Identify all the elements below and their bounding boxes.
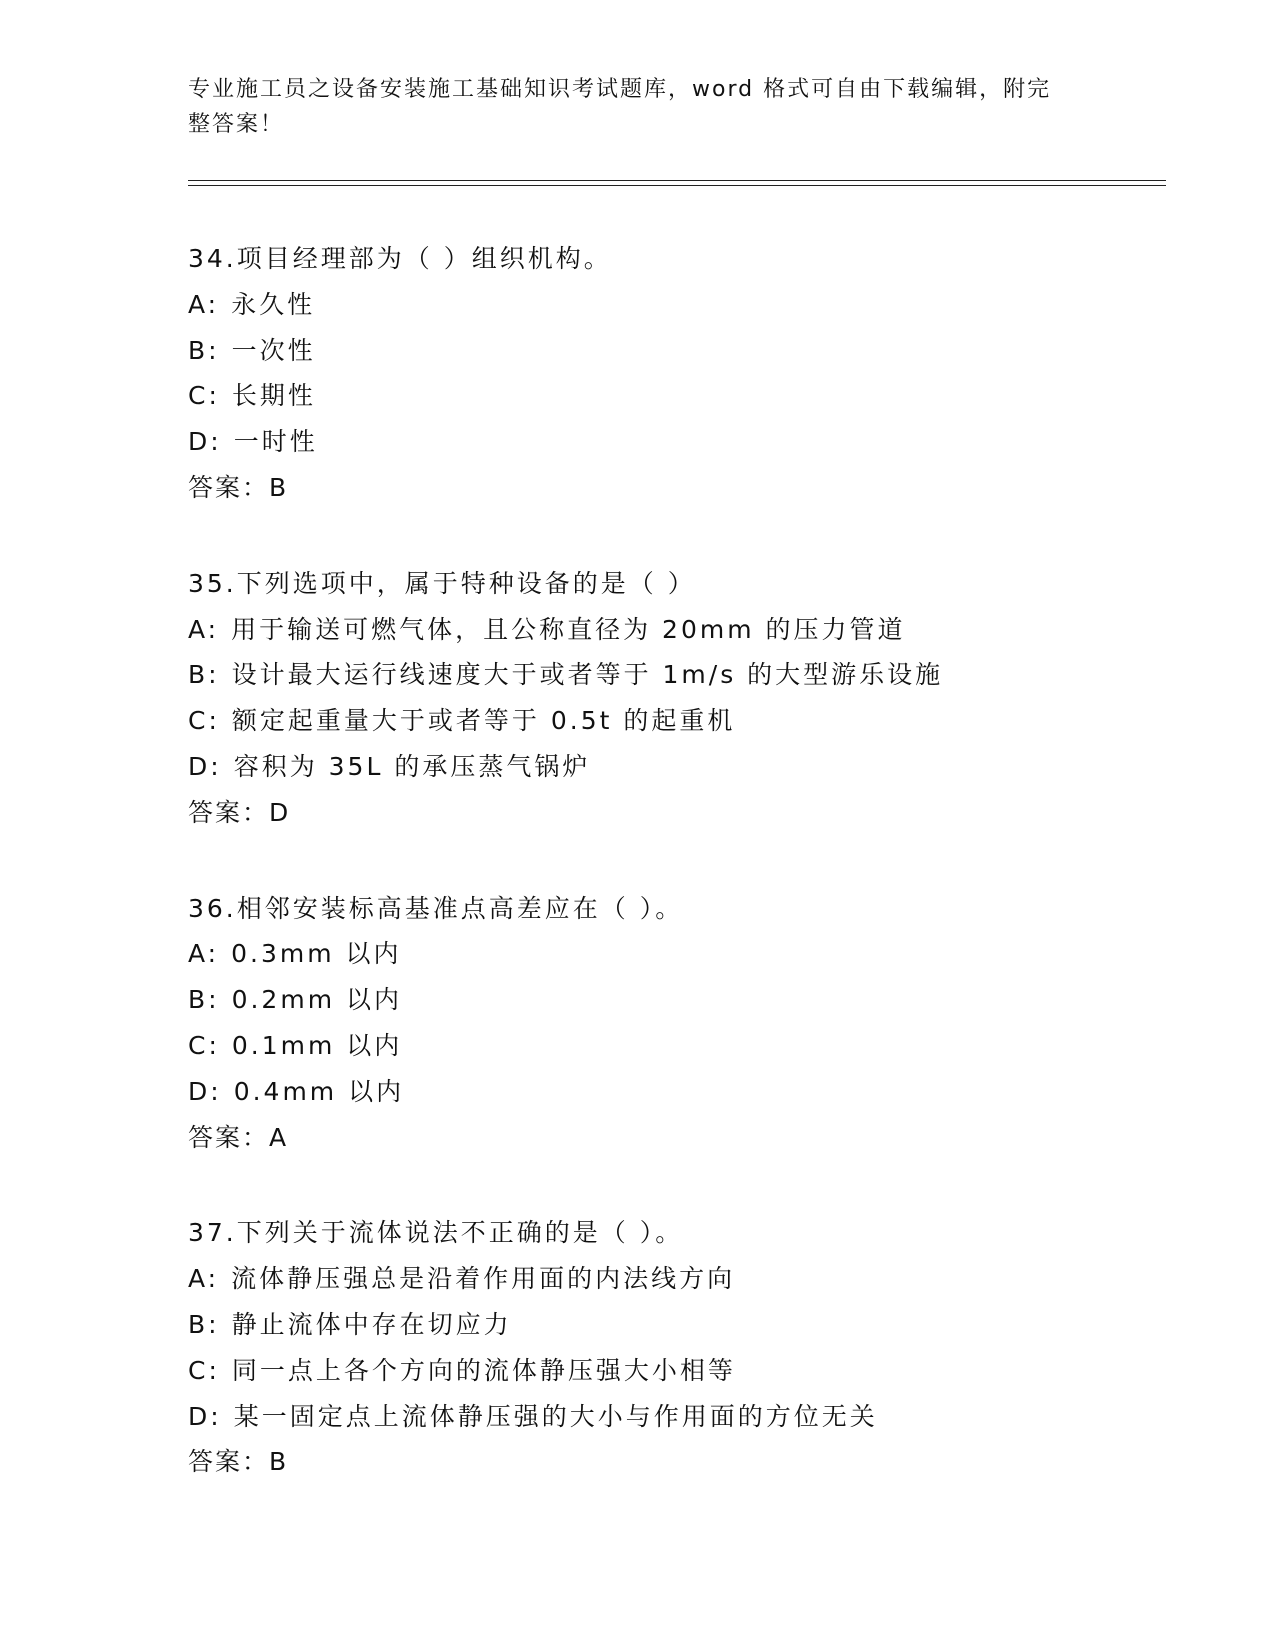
- option-text: 流体静压强总是沿着作用面的内法线方向: [231, 1264, 736, 1294]
- option-d: [188, 744, 1168, 790]
- option-label: B:: [188, 335, 220, 365]
- option-label: C:: [188, 1355, 220, 1385]
- option-b: [188, 652, 1168, 698]
- option-b: [188, 328, 1168, 374]
- option-text: 0.2mm 以内: [231, 985, 402, 1015]
- option-text: 0.4mm 以内: [233, 1076, 405, 1106]
- header-divider-top: [188, 180, 1166, 181]
- option-text: 同一点上各个方向的流体静压强大小相等: [231, 1355, 736, 1385]
- option-label: B:: [188, 1309, 220, 1339]
- question-list: [188, 236, 1168, 1535]
- option-c: [188, 373, 1168, 419]
- answer-line: 答案：B: [188, 472, 289, 502]
- question-36: [188, 886, 1168, 1161]
- question-34: [188, 236, 1168, 511]
- question-37: [188, 1210, 1168, 1485]
- option-label: C:: [188, 381, 220, 411]
- option-label: D:: [188, 1401, 222, 1431]
- option-b: [188, 977, 1168, 1023]
- option-d: [188, 1394, 1168, 1440]
- option-text: 0.3mm 以内: [231, 939, 402, 969]
- option-b: [188, 1302, 1168, 1348]
- option-c: [188, 1348, 1168, 1394]
- option-text: 用于输送可燃气体，且公称直径为 20mm 的压力管道: [231, 614, 906, 644]
- question-stem: 36.相邻安装标高基准点高差应在（ ）。: [188, 893, 684, 923]
- answer-line: 答案：A: [188, 1122, 289, 1152]
- option-text: 永久性: [231, 289, 316, 319]
- option-text: 设计最大运行线速度大于或者等于 1m/s 的大型游乐设施: [231, 660, 944, 690]
- option-text: 某一固定点上流体静压强的大小与作用面的方位无关: [233, 1401, 878, 1431]
- option-text: 容积为 35L 的承压蒸气锅炉: [233, 751, 591, 781]
- option-label: A:: [188, 289, 220, 319]
- answer-line: 答案：D: [188, 797, 291, 827]
- option-label: A:: [188, 939, 220, 969]
- option-label: D:: [188, 1076, 222, 1106]
- document-header: [188, 72, 1068, 142]
- option-c: [188, 698, 1168, 744]
- option-label: A:: [188, 1264, 220, 1294]
- option-text: 额定起重量大于或者等于 0.5t 的起重机: [231, 706, 736, 736]
- option-a: [188, 931, 1168, 977]
- question-35: [188, 561, 1168, 836]
- answer-line: 答案：B: [188, 1447, 289, 1477]
- header-line-1: 专业施工员之设备安装施工基础知识考试题库，word 格式可自由下载编辑，附完: [188, 77, 1052, 102]
- question-stem: 37.下列关于流体说法不正确的是（ ）。: [188, 1218, 684, 1248]
- option-c: [188, 1023, 1168, 1069]
- option-d: [188, 419, 1168, 465]
- option-text: 长期性: [231, 381, 316, 411]
- header-divider-bottom: [188, 185, 1166, 186]
- option-d: [188, 1069, 1168, 1115]
- option-a: [188, 1256, 1168, 1302]
- option-label: C:: [188, 1030, 220, 1060]
- option-label: D:: [188, 751, 222, 781]
- question-stem: 35.下列选项中，属于特种设备的是（ ）: [188, 568, 696, 598]
- header-line-2: 整答案！: [188, 112, 285, 137]
- question-stem: 34.项目经理部为（ ）组织机构。: [188, 244, 612, 273]
- option-a: [188, 282, 1168, 328]
- option-label: D:: [188, 427, 222, 457]
- option-text: 静止流体中存在切应力: [231, 1309, 512, 1339]
- option-text: 0.1mm 以内: [231, 1030, 403, 1060]
- option-label: B:: [188, 660, 220, 690]
- option-label: C:: [188, 706, 220, 736]
- option-label: B:: [188, 985, 220, 1015]
- option-a: [188, 607, 1168, 653]
- option-text: 一时性: [233, 427, 318, 457]
- option-text: 一次性: [231, 335, 316, 365]
- option-label: A:: [188, 614, 220, 644]
